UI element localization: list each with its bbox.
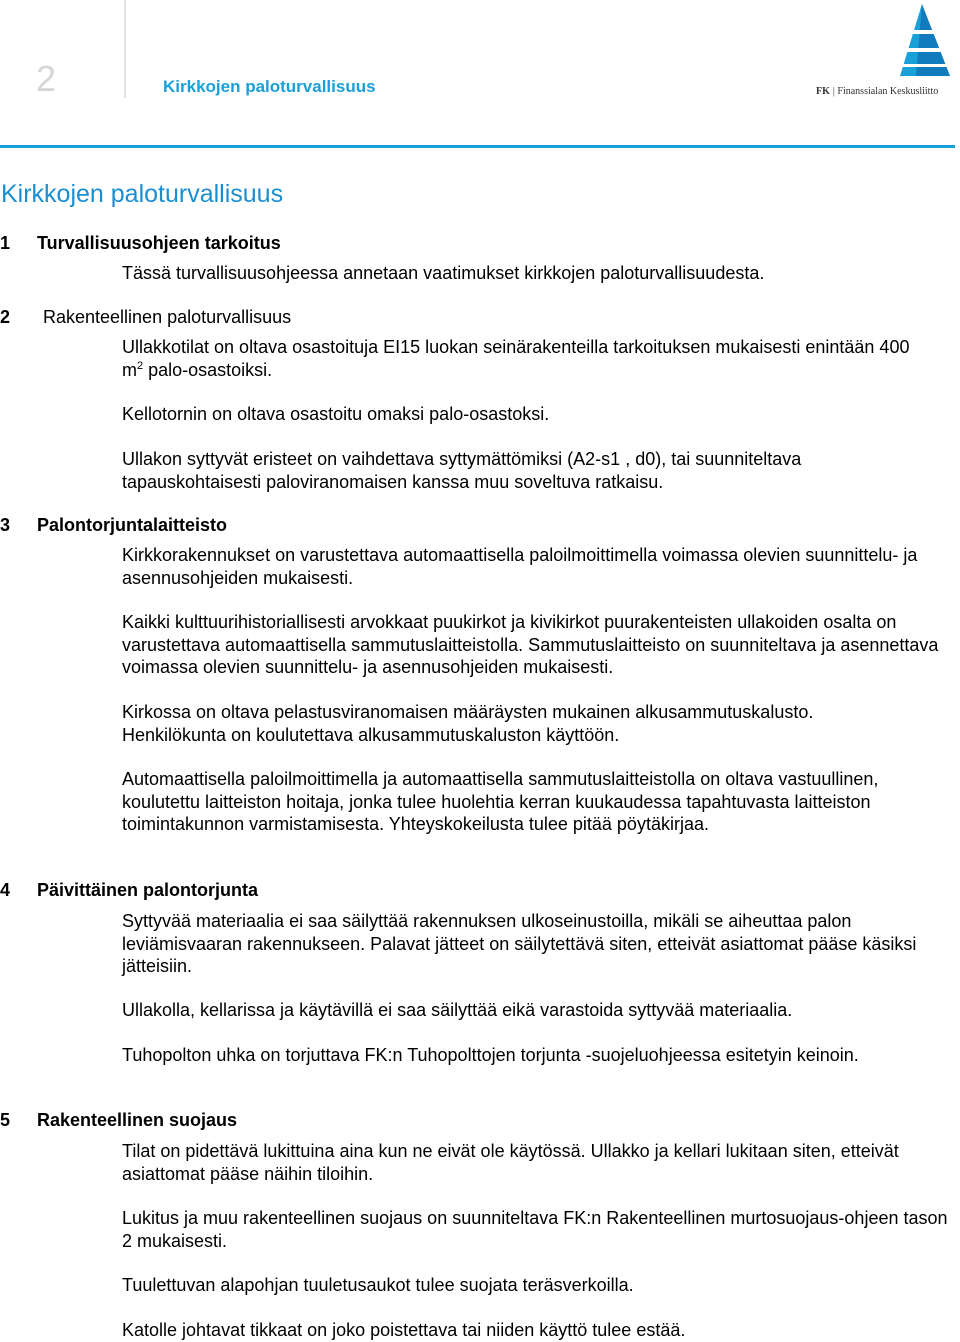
superscript: 2 [137,359,144,372]
document-title: Kirkkojen paloturvallisuus [1,180,284,208]
paragraph: Ullakon syttyvät eristeet on vaihdettava syttymättömiksi (A2-s1 , d0), tai suunniteltava tapauskohtaisesti paloviranomaisen kanssa muu soveltuva ratkaisu. [122,449,802,492]
paragraph: Tuulettuvan alapohjan tuuletusaukot tulee suojata teräsverkoilla. [122,1275,634,1295]
paragraph: Syttyvää materiaalia ei saa säilyttää rakennuksen ulkoseinustoilla, mikäli se aiheuttaa palon leviämisvaaran rakennukseen. Palavat jätteet on säilytettävä siten, etteivät asiattomat pääse käsiksi jätteisiin. [122,911,917,977]
page-header [0,0,960,150]
section-number: 1 [0,233,11,253]
paragraph: Tuhopolton uhka on torjuttava FK:n Tuhopolttojen torjunta -suojeluohjeessa esitetyin keinoin. [122,1045,859,1065]
paragraph: Katolle johtavat tikkaat on joko poistettava tai niiden käyttö tulee estää. [122,1320,686,1340]
paragraph-text: palo-osastoiksi. [143,359,273,380]
paragraph [122,336,922,381]
section-heading [0,515,227,536]
header-divider [124,0,126,98]
section-title: Rakenteellinen paloturvallisuus [43,307,292,327]
section-number: 5 [0,1110,11,1130]
paragraph: Lukitus ja muu rakenteellinen suojaus on suunniteltava FK:n Rakenteellinen murtosuojaus-ohjeen tason 2 mukaisesti. [122,1208,948,1251]
page-number: 2 [36,58,57,99]
section-number: 4 [0,880,11,900]
paragraph: Kirkossa on oltava pelastusviranomaisen määräysten mukainen alkusammutuskalusto. Henkilökunta on koulutettava alkusammutuskaluston käyttöön. [122,702,814,745]
section-heading [0,880,258,901]
section-number: 3 [0,515,11,535]
fk-logo-text: FK | Finanssialan Keskusliitto [816,86,939,97]
paragraph: Kaikki kulttuurihistoriallisesti arvokkaat puukirkot ja kivikirkot puurakenteisten ullakoiden osalta on varustettava automaattisella sammutuslaitteistolla. Sammutuslaitteisto on suunniteltava ja asennettava voimassa olevien suunnittelu- ja asennusohjeiden mukaisesti. [122,612,939,678]
section-heading [0,307,291,328]
paragraph: Tilat on pidettävä lukittuina aina kun ne eivät ole käytössä. Ullakko ja kellari lukitaan siten, etteivät asiattomat pääse näihin tiloihin. [122,1141,899,1184]
section-number: 2 [0,307,11,327]
paragraph: Tässä turvallisuusohjeessa annetaan vaatimukset kirkkojen paloturvallisuudesta. [122,263,765,283]
header-title: Kirkkojen paloturvallisuus [163,77,376,96]
paragraph: Automaattisella paloilmoittimella ja automaattisella sammutuslaitteistolla on oltava vastuullinen, koulutettu laitteiston hoitaja, jonka tulee huolehtia kerran kuukaudessa tapahtuvasta laitteiston toimintakunnon varmistamisesta. Yhteyskokeilusta tulee pitää pöytäkirjaa. [122,769,879,835]
section-heading [0,1110,237,1131]
header-rule [0,145,955,148]
fk-logo-abbr: FK [816,86,830,97]
paragraph: Kirkkorakennukset on varustettava automaattisella paloilmoittimella voimassa olevien suunnittelu- ja asennusohjeiden mukaisesti. [122,545,918,588]
section-heading [0,233,281,254]
paragraph: Kellotornin on oltava osastoitu omaksi palo-osastoksi. [122,404,550,424]
fk-logo-icon [896,2,954,80]
fk-logo-name: Finanssialan Keskusliitto [837,86,939,97]
section-title: Päivittäinen palontorjunta [37,880,259,900]
section-title: Turvallisuusohjeen tarkoitus [37,233,281,253]
paragraph: Ullakolla, kellarissa ja käytävillä ei saa säilyttää eikä varastoida syttyvää materiaalia. [122,1000,793,1020]
fk-logo [812,0,958,104]
section-title: Rakenteellinen suojaus [37,1110,238,1130]
paragraph-text: Ullakkotilat on oltava osastoituja EI15 luokan seinärakenteilla tarkoituksen mukaisesti enintään 400 m [122,337,910,380]
section-title: Palontorjuntalaitteisto [37,515,228,535]
